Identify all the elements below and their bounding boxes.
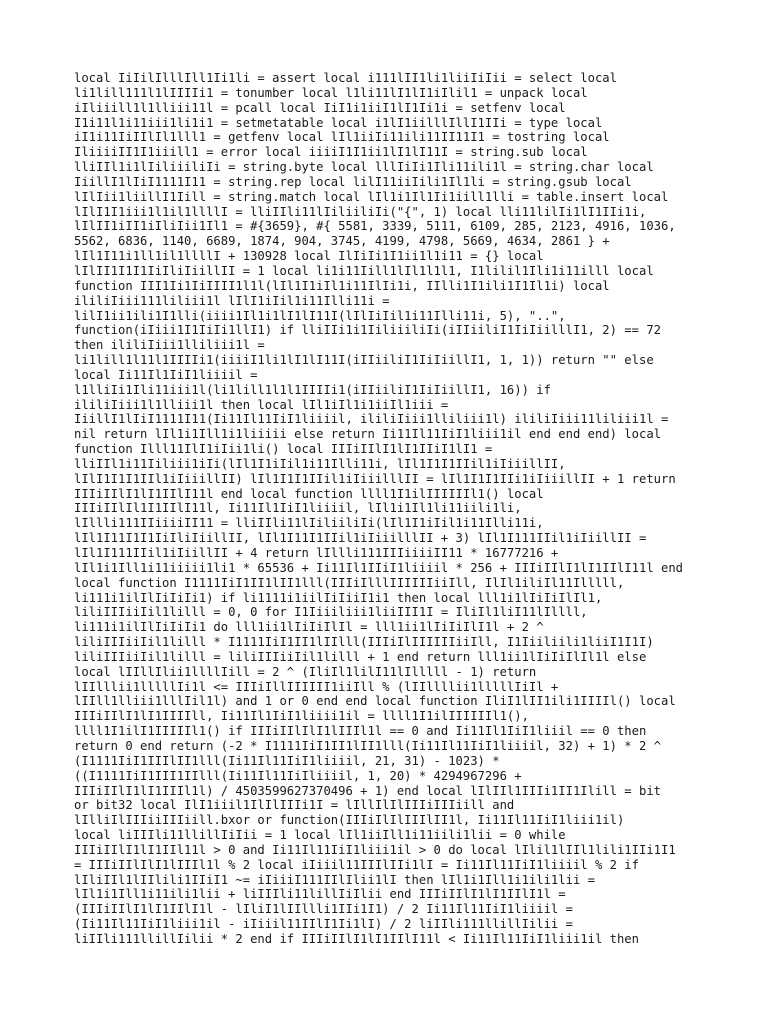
code-line: return 0 end return (-2 * I1111IiI1II1lII1lll(Ii11Il11IiI1liiiil, 32) + 1) * 2 ^ xyxy=(74,738,661,753)
code-line: local Ii11Il1IiI1liiiil = xyxy=(74,367,258,382)
code-block xyxy=(74,71,754,947)
code-line: local liIIIli11llillIiIii = 1 local lIl1iiIll1i11iili1lii = 0 while xyxy=(74,828,566,843)
code-line: I1i11l1i11iii1li1i1 = setmetatable local i1lI1iilllIllI1IIi = type local xyxy=(74,115,603,130)
code-line: iIliiill1l1lliii11l = pcall local IiI1i1iiI1lI1Ii1i = setfenv local xyxy=(74,100,566,115)
code-line: lIlII1I1I1IiIliIiillII = 1 local li1i11Iill1lIl1l1l1, I1lilil1Ili1i11illl local xyxy=(74,263,654,278)
code-line: llll1I1ilI1IIIIIl1() if IIIiIIlIlI1lIIIl1l == 0 and Ii11Il1IiI1liiil == 0 then xyxy=(74,724,647,739)
code-line: lIIll1lliii1lllIil1l) and 1 or 0 end end local function IliI1lII1ili1IIIIl() local xyxy=(74,694,676,709)
code-line: local IiIilIlllIll1Ii1li = assert local i111lII1li1liiIiIii = select local xyxy=(74,71,617,85)
code-line: liliIIIiiIil1lilll = liliIIIiiIil1lilll + 1 end return lll1ii1lIiIiIlIl1l else xyxy=(74,649,647,664)
code-line: lIl1i1Ill1i11ili1lii + liIIIli11lillIiIlii end IIIiIIlI1lI1IIlI1l = xyxy=(74,887,566,902)
code-line: lIl1i1Ill1i11iiiii1li1 * 65536 + Ii11Il1IIiI1liiiil * 256 + IIIiIIlI1lI1IIlI11l end xyxy=(74,560,684,575)
code-line: ililiIiii1l1lliii1l then local lIl1iIl1i1iiIl1iii = xyxy=(74,397,449,412)
code-line: local lIIllIlii1llllIill = 2 ^ (IliIl1lilI11lIlllll - 1) return xyxy=(74,664,537,679)
code-line: IiillI1lIiI1111I11 = string.rep local lilI11iiIili1Il1li = string.gsub local xyxy=(74,174,632,189)
code-line: lIl1I11I1I1IiIliIiillII, lIl1I11I1IIil1iIiiilllII + 3) lIl1I111IIil1iIiillII = xyxy=(74,531,647,546)
code-line: (I1111IiI1IIIlII1lll(Ii11Il11IiI1liiiil, 21, 31) - 1023) * xyxy=(74,753,500,768)
code-line: liliIIIiiIil1lilll = 0, 0 for I1Iiiiliii1liiIII1I = IliIl1liI11lIllll, xyxy=(74,605,588,620)
code-line: liIIli111llillIilii * 2 end if IIIiIIlI1lI1IIlI11l < Ii11Il11IiI1liii1il then xyxy=(74,931,639,946)
code-line: IIIiIIlI1lI1IIlI11l end local function llll1I1ilIIIIIIl1() local xyxy=(74,486,544,501)
code-line: lliIIl1i11Iiliii1iIi(lIl1I1iIil1i11Illi11i, lIl1I1I1IIil1iIiiillII, xyxy=(74,456,566,471)
code-line: IIIiIIlIl1I1IIlI11l, Ii11Il1IiI1liiiil, lIl1i1Il1li11iili1li, xyxy=(74,501,522,516)
code-line: or bit32 local IlI1iiil1IlIlIIIi1I = lIllIlIlIIIiIIIiill and xyxy=(74,798,515,813)
code-line: ililiIiii111liliii1l lIlI1iIil1i11Illi11i = xyxy=(74,293,390,308)
code-line: IIIiIIlI1lI1IIIIll, Ii11Il1IiI1liiii1il = llll1I1ilIIIIIIl1(), xyxy=(74,709,529,724)
code-line: local function I1111IiI1II1lII1lll(IIIiIlllIIIIIIiiIll, IlIl1iliIl11Illlll, xyxy=(74,575,625,590)
code-line: lIl1I111IIil1iIiillII + 4 return lIllli111IIIiiiiII11 * 16777216 + xyxy=(74,546,559,560)
code-line: l1lliIi1Ili11iii1l(li1lill1l1l1IIIIi1(iIIiiliI1IiIiillI1, 16)) if xyxy=(74,382,551,397)
code-line: iI1i11IiIIlIl1lll1 = getfenv local lIl1iiIi11ili11II11I1 = tostring local xyxy=(74,130,610,145)
code-line: lliIIl1i1lIiliiiliIi = string.byte local lllIiIi1Ili11ili1l = string.char local xyxy=(74,160,654,175)
code-line: nil return lIl1i1Ill1i1liiiii else return Ii11Il11IiI1liii1il end end end) local xyxy=(74,427,661,442)
code-line: lIlIii1liillI1Iill = string.match local lIl1i1Il1Ii1iill1lli = table.insert local xyxy=(74,189,669,204)
code-line: li1lill111l1lIIIIi1 = tonumber local l1li11lI1lI1iIlil1 = unpack local xyxy=(74,85,588,100)
code-line: IIIiIIlI1lI1IIl11l > 0 and Ii11Il11IiI1liii1il > 0 do local lIlil1lIIl1lili1IIi1I1 xyxy=(74,842,676,857)
code-line: ((I1111IiI1III1IIlll(Ii11Il11IiIliiiil, 1, 20) * 4294967296 + xyxy=(74,768,522,783)
code-line: function III1Ii1IiIIII1l1l(lIl1I1iIl1i11IlIi1i, IIlli1I1ili1I1Il1i) local xyxy=(74,278,610,293)
code-line: (IIIiIIlI1lI1IIlI1l - lIliI1lIIllli1IIi1I1) / 2 Ii11Il11IiI1liiiil = xyxy=(74,902,573,917)
code-line: lIllli111IIiiiiII11 = lliIIli11lIiliiliIi(lIl1I1iIil1i11Illi11i, xyxy=(74,516,544,531)
code-line: function Illl11IlI1iIii1li() local IIIiIIlI1lI1IIiI1lI1 = xyxy=(74,442,493,457)
code-line: function(iIiii1I1IiIi1llI1) if lliIIi1i1IiliiiliIi(iIIiiliI1IiIiilllI1, 2) == 72 xyxy=(74,323,661,338)
code-line: IiillI1lIiI1111I11(Ii11Il11IiI1liiiil, ililiIiii1lliliii1l) ililiIiii11liliii1l = xyxy=(74,412,669,427)
code-line: lIl1I11i1ll1il1llllI + 130928 local IlIiIi1I1ii1l1i11 = {} local xyxy=(74,249,544,264)
code-line: lilI1ii1ili1I1lli(iiii1Il1i1lI1lI11I(lIlIiIil1i11Illi11i, 5), "..", xyxy=(74,308,566,323)
code-line: lIIlllii1lllllIi1l <= IIIiIllIIIIII1iiIll % (lIIllllii1lllllIiIl + xyxy=(74,679,559,694)
code-line: 5562, 6836, 1140, 6689, 1874, 904, 3745, 4199, 4798, 5669, 4634, 2861 } + xyxy=(74,234,610,249)
code-line: then ililiIiii1lliliii1l = xyxy=(74,338,265,353)
code-line: liliIIIiiIil1lilll * I1111IiI1II1lIIlll(IIIiIlIIIIIIiiIll, I1Iiiliili1liiI1I1I) xyxy=(74,635,654,650)
code-line: lIlI1I1I1IIl1iIiiillII) lIl1I1I1IIil1iIiiilllII = lIl1I1I1IIi1iIiiillII + 1 return xyxy=(74,471,676,486)
code-line: IliiiiII1I1iiill1 = error local iiiiI1I1ii1lI1lI11I = string.sub local xyxy=(74,145,588,160)
code-line: lIlliIlIIIiiIIIiill.bxor or function(IIIiIlIlIIIlII1l, Ii11Il11IiI1liii1il) xyxy=(74,813,625,828)
code-line: li111i1ilIlIiIiIi1) if li1111i1iilIiIiiI1i1 then local lll1i1lIiIiIlIl1, xyxy=(74,590,603,605)
code-line: (Ii11Il11IiI1liii1il - iIiiil11IIlI1Ii1lI) / 2 liIIli111llillIilii = xyxy=(74,917,573,932)
code-line: lIliIIl1lIIlili1IIiI1 ~= iIiiiI111IIlIlii1lI then lIl1i1Ill1i1ili1lii = xyxy=(74,872,595,887)
code-line: lIlII1iII1iIliIii1Il1 = #{3659}, #{ 5581, 3339, 5111, 6109, 285, 2123, 4916, 1036, xyxy=(74,219,676,234)
code-line: li1lill1l11l1IIIIi1(iiiiI1li1lI1lI11I(iIIiiliI1IiIiillI1, 1, 1)) return "" else xyxy=(74,353,654,368)
code-line: IIIiIIlI1lI1IIIl1l) / 4503599627370496 + 1) end local lIlIIl1IIIi1II1Ilill = bit xyxy=(74,783,661,798)
code-line: = IIIiIIlIlI1lIIIl1l % 2 local iIiiil11IIIlIIi1lI = Ii11Il11IiI1liiiil % 2 if xyxy=(74,857,639,872)
code-line: li111i1ilIlIiIiIi1 do lll1ii1lIiIiIlIl = lll1ii1lIiIiIlI1l + 2 ^ xyxy=(74,620,544,635)
code-line: lIlI1I1iii1l1il1llllI = lliIIli11lIiliiliIi("{", 1) local lli11lilIi1lI1IIi1i, xyxy=(74,204,647,219)
